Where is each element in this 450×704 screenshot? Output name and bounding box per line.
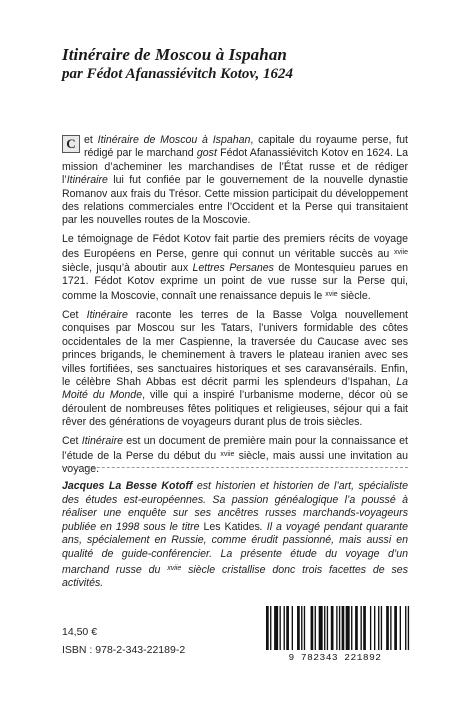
book-title: Itinéraire de Moscou à Ispahan (62, 45, 287, 64)
author-bio (62, 480, 408, 591)
text-run: Le témoignage de Fédot Kotov fait partie des premiers récits de voyage des Européens en Perse, genre qui connut un véritable succès au (62, 232, 408, 261)
barcode-bar (270, 606, 271, 650)
blurb-paragraph (62, 435, 408, 477)
barcode-bar (319, 606, 323, 650)
book-subtitle: par Fédot Afanassiévitch Kotov, 1624 (62, 66, 293, 82)
dropcap-letter: C (62, 135, 80, 153)
paragraph-text (62, 435, 408, 476)
barcode-bar (394, 606, 397, 650)
blurb-paragraph (62, 233, 408, 304)
barcode-bar (304, 606, 305, 650)
text-run: xvii (220, 450, 231, 458)
barcode-bar (374, 606, 375, 650)
isbn: ISBN : 978-2-343-22189-2 (62, 644, 186, 656)
barcode-bar (286, 606, 289, 650)
text-run: Itinéraire (86, 308, 128, 321)
text-run: siècle, mais aussi une invitation au voyage. (62, 449, 408, 476)
barcode-bar (342, 606, 345, 650)
bio-text (62, 480, 408, 589)
text-run: e (177, 564, 182, 572)
barcode-bar (339, 606, 340, 650)
text-run: , ville qui a inspiré l’urbanisme moderne, décor où se déroulent de nombreuses fêtes politiques et religieuses, séjour qui a fait rêver des générations de voyageurs durant plus de trois siècles. (62, 389, 408, 429)
barcode-bar (315, 606, 316, 650)
barcode-bar (386, 606, 389, 650)
barcode-bar (331, 606, 334, 650)
barcode-bar (311, 606, 314, 650)
barcode-bar (351, 606, 352, 650)
text-run: La Moité du Monde (62, 375, 408, 402)
barcode-bar (284, 606, 285, 650)
blurb (62, 134, 408, 482)
barcode-bar (361, 606, 362, 650)
blurb-paragraph (62, 309, 408, 430)
text-run: gost (196, 147, 217, 160)
text-run: e (333, 291, 338, 299)
text-run: Fédot Afanassiévitch Kotov en 1624. La mission d’acheminer les marchandises de l’État russe et de rédiger l’ (62, 147, 409, 187)
paragraph-text (62, 134, 408, 226)
text-run: Cet (62, 308, 87, 321)
text-run: Itinéraire (66, 174, 108, 187)
text-run: est historien et historien de l’art, spécialiste des études est-européennes. Sa passion généalogique l’a poussé à réaliser une enquête sur ses ancêtres russes marchands-voyageurs publiée en 1998 sous le titre (62, 480, 409, 533)
text-run: Itinéraire de Moscou à Ispahan (97, 134, 251, 146)
barcode-bar (381, 606, 382, 650)
text-run: xvi (325, 291, 334, 299)
barcode-number: 9 782343 221892 (288, 652, 382, 663)
text-run: Lettres Persanes (192, 261, 274, 274)
barcode-bar (370, 606, 371, 650)
title-block (62, 44, 402, 84)
text-run: Cet (62, 434, 82, 447)
barcode-bar (327, 606, 328, 650)
barcode-bar (408, 606, 409, 650)
barcode-bars (260, 606, 410, 652)
barcode-bar (390, 606, 391, 650)
text-run: , capitale du royaume perse, fut rédigé par le marchand (84, 134, 408, 160)
blurb-paragraph (62, 134, 408, 228)
text-run: siècle. (337, 290, 371, 303)
barcode-bar (355, 606, 358, 650)
text-run: lui fut confiée par le gouvernement de la nouvelle dynastie Romanov aux frais du Trésor. Cette mission participait du développement des relations commerciales entre l’Occident et la Perse qui transitaient par les nouvelles routes de la Moscovie. (62, 174, 408, 227)
text-run: e (404, 249, 408, 257)
text-run: Itinéraire (81, 434, 123, 447)
text-run: de Montesquieu parues en 1721. Fédot Kotov exprime un point de vue russe sur la Perse qui, comme la Moscovie, connaît une renaissance depuis le (62, 261, 408, 303)
paragraph-text (62, 309, 408, 428)
barcode-bar (274, 606, 278, 650)
barcode-bar (324, 606, 325, 650)
text-run: et (84, 134, 98, 146)
barcode-bar (405, 606, 406, 650)
barcode-bar (336, 606, 337, 650)
barcode-bar (292, 606, 293, 650)
text-run: xvii (393, 249, 405, 257)
barcode-bar (301, 606, 302, 650)
text-run: Jacques La Besse Kotoff (62, 480, 193, 492)
text-run: . Il a voyagé pendant quarante ans, spécialement en Russie, comme érudit passionné, mais aussi en qualité de guide-conférencier. La présente étude du voyage d’un marchand russe du (62, 520, 409, 576)
barcode-bar (363, 606, 366, 650)
barcode-bar (297, 606, 300, 650)
paragraph-text (62, 233, 408, 303)
barcode-bar (378, 606, 379, 650)
text-run: est un document de première main pour la connaissance et l’étude de la Perse du début du (62, 434, 408, 462)
barcode-bar (280, 606, 281, 650)
text-run: siècle, jusqu’à aboutir aux (62, 261, 193, 274)
divider (62, 467, 408, 468)
barcode-bar (400, 606, 401, 650)
barcode (260, 606, 410, 664)
text-run: Les Katides (203, 520, 260, 533)
text-run: siècle cristallise donc trois facettes de ses activités. (62, 563, 408, 590)
price: 14,50 € (62, 626, 98, 638)
text-run: xvii (167, 564, 178, 572)
barcode-bar (266, 606, 269, 650)
text-run: raconte les terres de la Basse Volga nouvellement conquises par Moscou sur les Tatars, l’univers formidable des côtes occidentales de la mer Caspienne, la traversée du Caucase avec ses princes brigands, le cheminement à travers le plateau iranien avec ses villes fortifiées, ses sanctuaires historiques et ses caravansérails. Enfin, le célèbre Shah Abbas est décrit parmi les splendeurs d’Ispahan, (62, 308, 408, 388)
text-run: e (230, 450, 235, 458)
barcode-bar (346, 606, 350, 650)
